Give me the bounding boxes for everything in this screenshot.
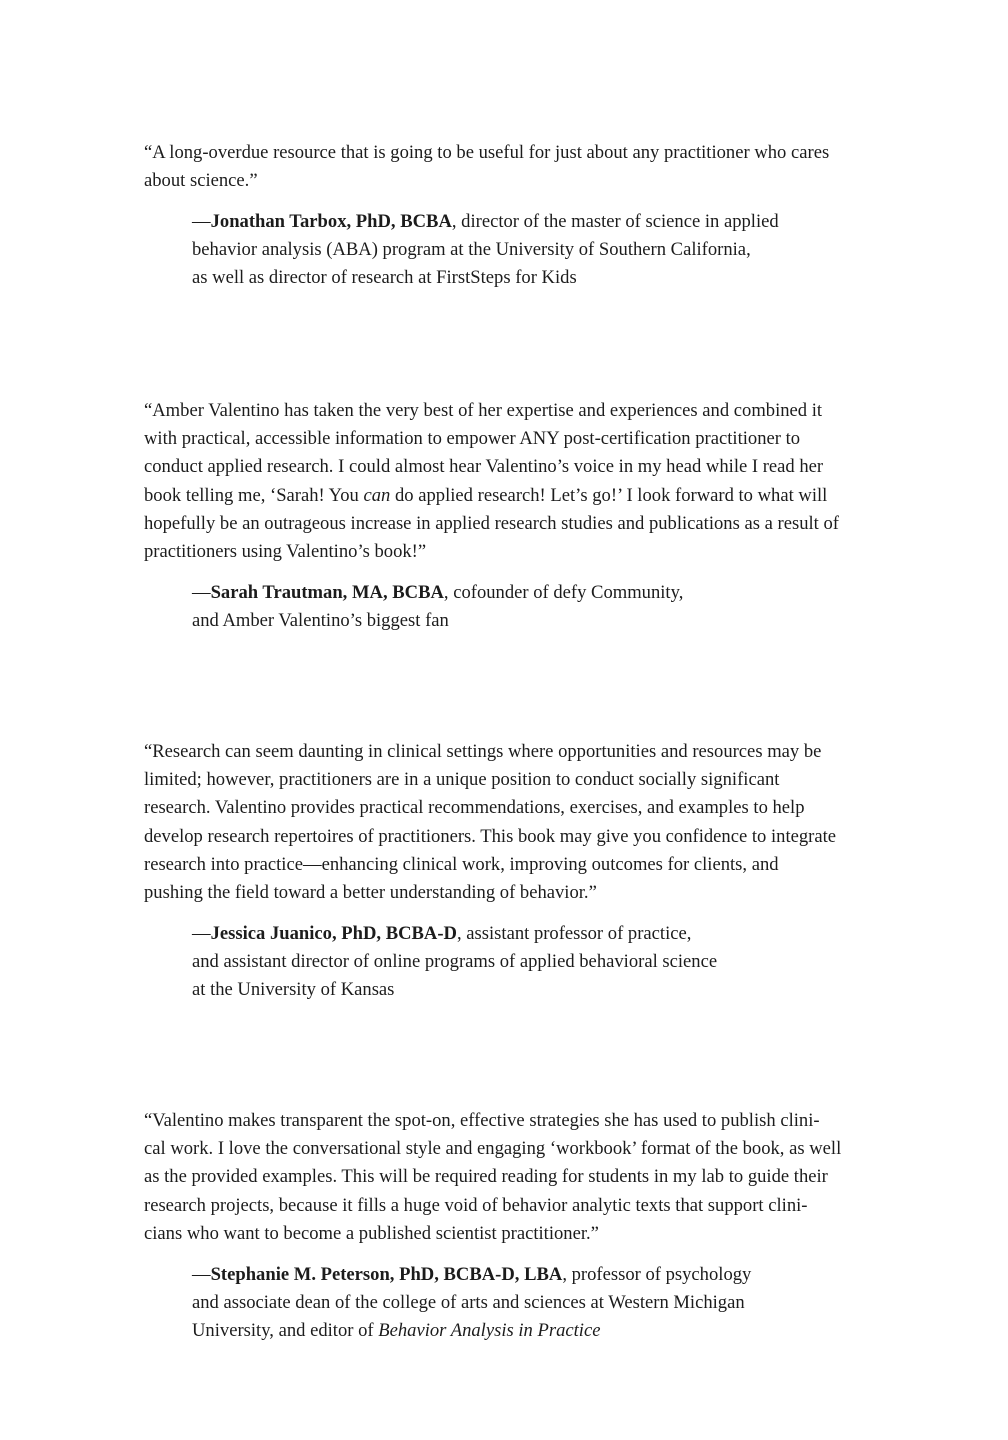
endorser-name: Jonathan Tarbox, PhD, BCBA — [210, 211, 452, 233]
endorsement-quote: “Amber Valentino has taken the very best of her expertise and experiences and combined it with practical, accessible information to empower ANY post-certification practitioner to conduct applied research. I could almost hear Valentino’s voice in my head while I read her book telling me, ‘Sarah! You can do applied research! Let’s go!’ I look forward to what will hopefully be an outrageous increase in applied research studies and publications as a result of practitioners using Valentino’s book!” — [144, 400, 839, 563]
endorsement-blurb — [144, 738, 902, 1004]
endorser-name: Sarah Trautman, MA, BCBA — [210, 582, 444, 604]
endorsement-blurb — [144, 1107, 902, 1345]
endorsement-attribution: —Jonathan Tarbox, PhD, BCBA, director of the master of science in applied behavior analysis (ABA) program at the University of Southern California, as well as director of research at FirstSteps for Kids — [192, 211, 779, 289]
endorsement-quote: “Research can seem daunting in clinical settings where opportunities and resources may be limited; however, practitioners are in a unique position to conduct socially significant research. Valentino provides practical recommendations, exercises, and examples to help develop research repertoires of practitioners. This book may give you confidence to integrate research into practice—enhancing clinical work, improving outcomes for clients, and pushing the field toward a better understanding of behavior.” — [144, 741, 837, 904]
endorsement-quote: “Valentino makes transparent the spot-on, effective strategies she has used to publish clini- cal work. I love the conversational style and engaging ‘workbook’ format of the book, as well as the provided examples. This will be required reading for students in my lab to guide their research projects, because it fills a huge void of behavior analytic texts that support clini- cians who want to become a published scientist practitioner.” — [144, 1110, 842, 1244]
endorsement-blurb — [144, 139, 902, 292]
endorsement-attribution: —Stephanie M. Peterson, PhD, BCBA-D, LBA, professor of psychology and associate dean of the college of arts and sciences at Western Michigan University, and editor of Behavior Analysis in Practice — [192, 1264, 752, 1342]
endorser-name: Jessica Juanico, PhD, BCBA-D — [210, 923, 457, 945]
endorser-name: Stephanie M. Peterson, PhD, BCBA-D, LBA — [210, 1264, 563, 1286]
endorsement-attribution: —Sarah Trautman, MA, BCBA, cofounder of defy Community, and Amber Valentino’s biggest fan — [192, 582, 684, 632]
endorsement-attribution: —Jessica Juanico, PhD, BCBA-D, assistant professor of practice, and assistant director of online programs of applied behavioral science at the University of Kansas — [192, 923, 718, 1001]
endorsement-quote: “A long-overdue resource that is going to be useful for just about any practitioner who cares about science.” — [144, 142, 830, 192]
endorsement-blurb — [144, 397, 902, 635]
